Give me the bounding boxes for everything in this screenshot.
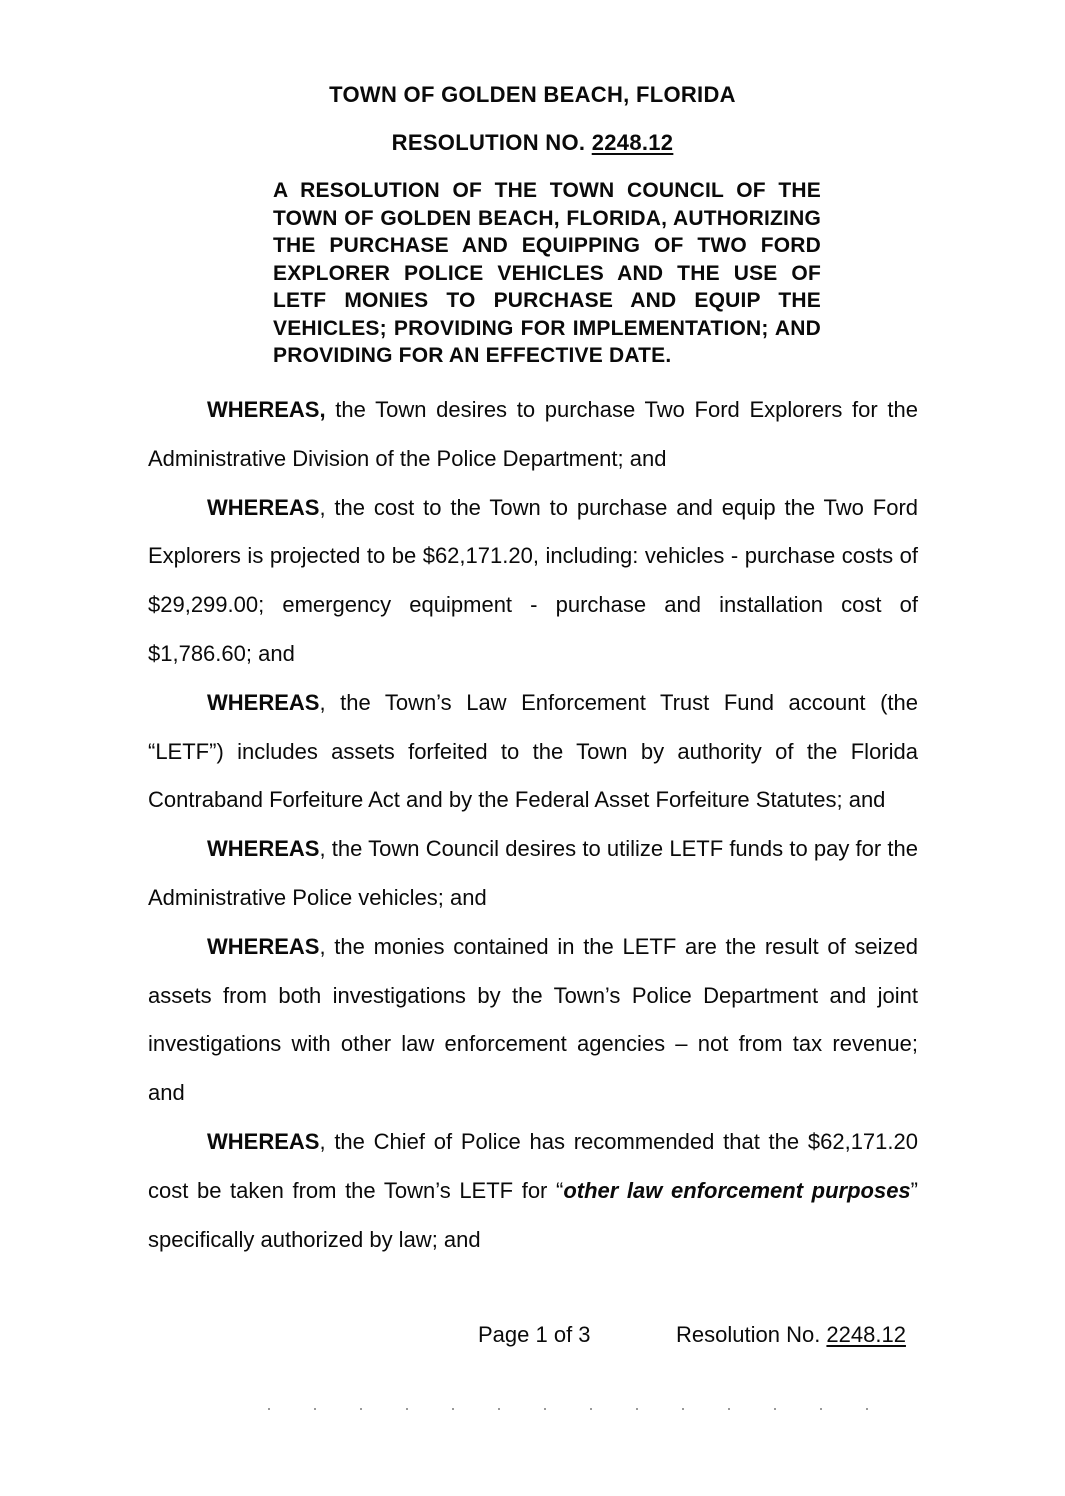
resolution-summary: A RESOLUTION OF THE TOWN COUNCIL OF THE TOWN OF GOLDEN BEACH, FLORIDA, AUTHORIZING THE PURCHASE AND EQUIPPING OF TWO FORD EXPLORER POLICE VEHICLES AND THE USE OF LETF MONIES TO PURCHASE AND EQUIP THE VEHICLES; PROVIDING FOR IMPLEMENTATION; AND PROVIDING FOR AN EFFECTIVE DATE. bbox=[273, 179, 821, 367]
resolution-heading-number: 2248.12 bbox=[591, 130, 674, 155]
whereas-text: , the cost to the Town to purchase and equip the Two Ford Explorers is projected to be $62,171.20, including: vehicles - purchase costs of $29,299.00; emergency equipment - purchase and installation cost of $1,786.60; and bbox=[148, 494, 918, 666]
whereas-clause-2 bbox=[148, 484, 918, 679]
whereas-text-pre: , the Chief of Police has recommended that the $62,171.20 cost be taken from the Town’s LETF for “ bbox=[148, 1128, 918, 1203]
whereas-lead: WHEREAS bbox=[207, 933, 320, 959]
resolution-heading-prefix: RESOLUTION NO. bbox=[391, 130, 592, 155]
footer-resolution-value: 2248.12 bbox=[826, 1322, 906, 1347]
whereas-clause-6 bbox=[148, 1118, 918, 1264]
whereas-lead: WHEREAS, bbox=[207, 397, 326, 422]
whereas-text-post: ” specifically authorized by law; and bbox=[148, 1177, 918, 1252]
whereas-lead: WHEREAS bbox=[207, 494, 320, 520]
footer-resolution-number bbox=[676, 1322, 906, 1348]
whereas-emphasis: other law enforcement purposes bbox=[563, 1177, 911, 1203]
whereas-lead: WHEREAS bbox=[207, 1128, 320, 1154]
whereas-clause-3 bbox=[148, 679, 918, 825]
page-footer bbox=[148, 1322, 918, 1352]
resolution-body bbox=[148, 386, 918, 1264]
resolution-heading bbox=[0, 130, 1065, 156]
whereas-clause-5 bbox=[148, 923, 918, 1118]
whereas-text: , the Town Council desires to utilize LETF funds to pay for the Administrative Police vehicles; and bbox=[148, 836, 918, 910]
footer-page-number: Page 1 of 3 bbox=[478, 1322, 591, 1347]
whereas-text: , the Town’s Law Enforcement Trust Fund account (the “LETF”) includes assets forfeited to the Town by authority of the Florida Contraband Forfeiture Act and by the Federal Asset Forfeiture Statutes; and bbox=[148, 689, 918, 813]
scan-noise-artifact bbox=[268, 1408, 893, 1410]
document-org-title: TOWN OF GOLDEN BEACH, FLORIDA bbox=[329, 82, 736, 107]
whereas-text: the Town desires to purchase Two Ford Explorers for the Administrative Division of the Police Department; and bbox=[148, 397, 918, 471]
footer-resolution-prefix: Resolution No. bbox=[676, 1322, 827, 1347]
whereas-clause-1 bbox=[148, 386, 918, 484]
whereas-clause-4 bbox=[148, 825, 918, 923]
whereas-lead: WHEREAS bbox=[207, 689, 320, 715]
whereas-text: , the monies contained in the LETF are the result of seized assets from both investigations by the Town’s Police Department and joint investigations with other law enforcement agencies – not from tax revenue; and bbox=[148, 933, 918, 1106]
whereas-lead: WHEREAS bbox=[207, 836, 320, 862]
